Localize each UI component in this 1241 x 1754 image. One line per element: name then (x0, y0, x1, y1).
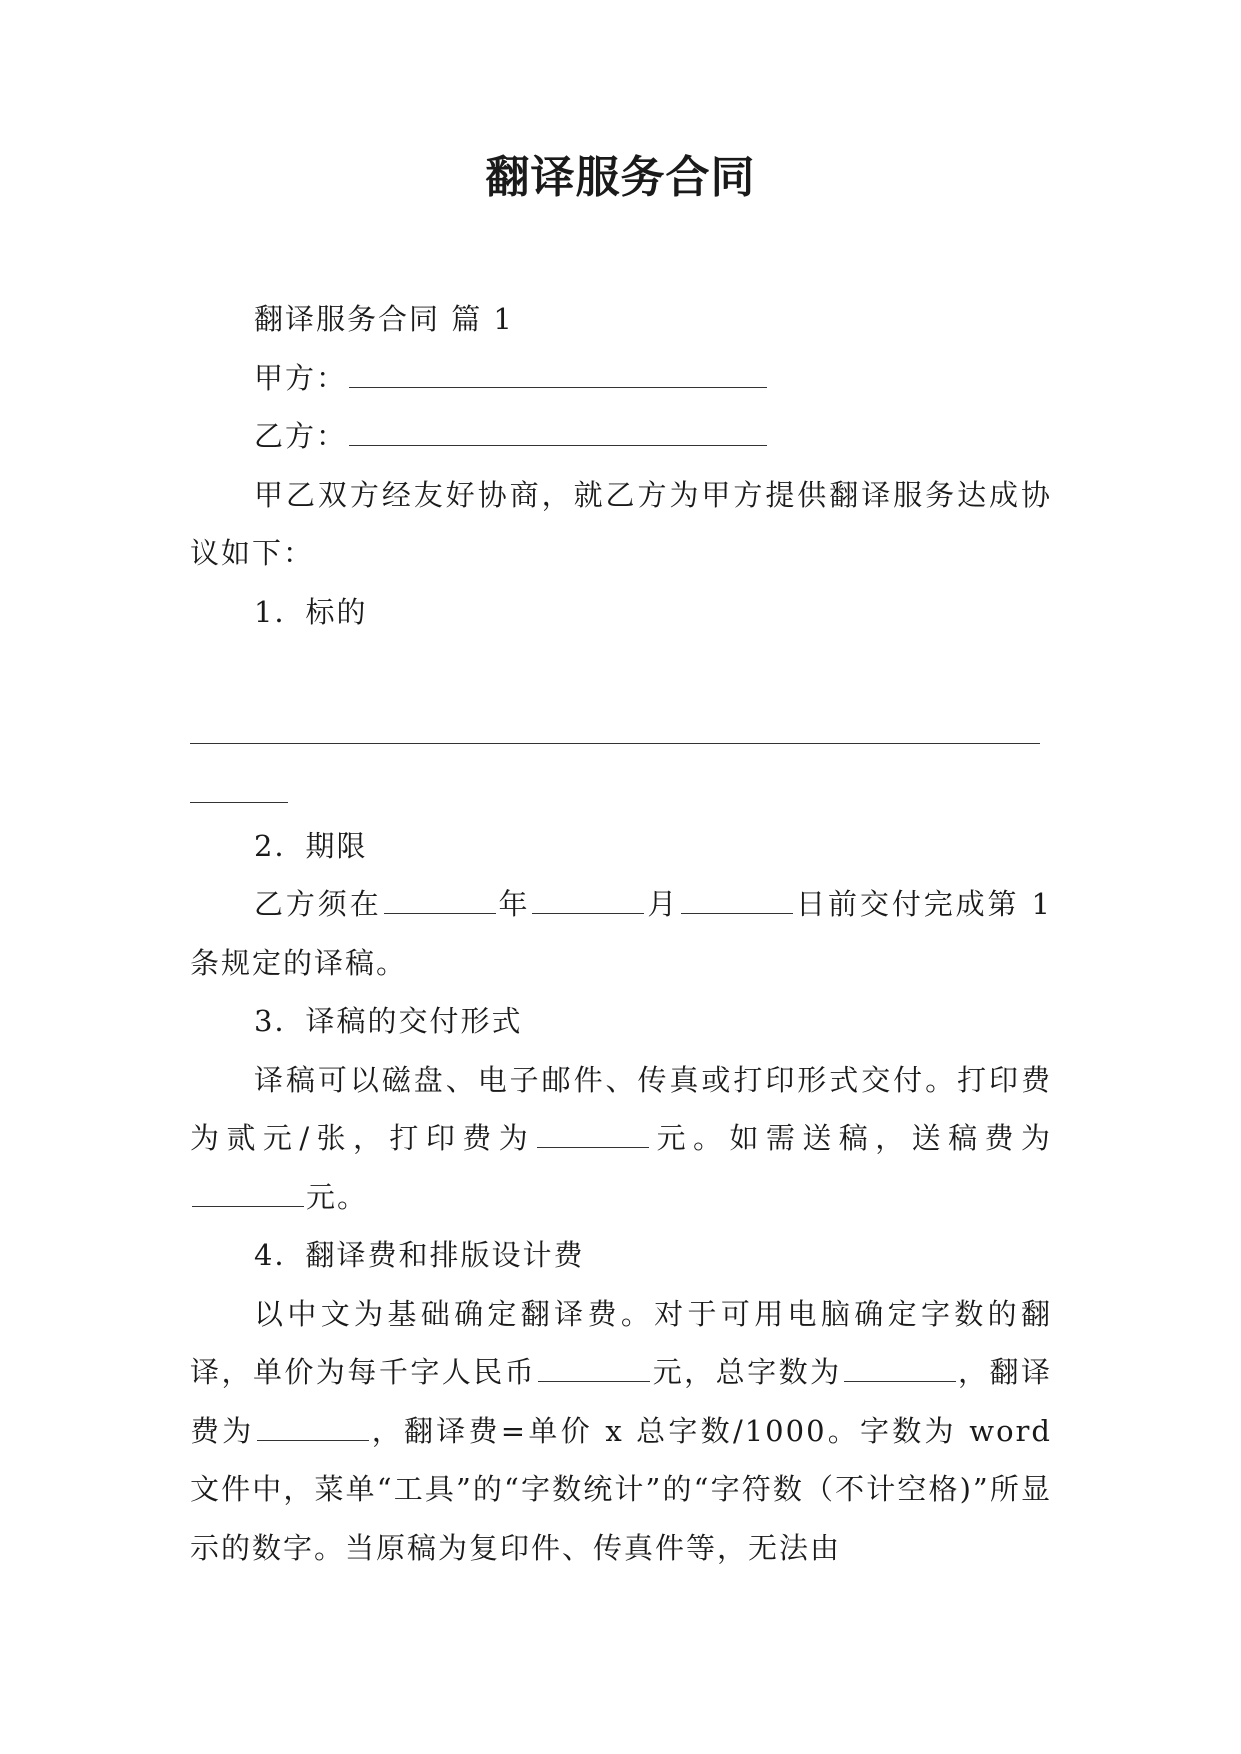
party-b-line: 乙方： (190, 407, 1052, 466)
print-fee-blank (537, 1121, 649, 1148)
intro-paragraph: 甲乙双方经友好协商，就乙方为甲方提供翻译服务达成协议如下： (190, 477, 1052, 570)
delivery-fee-blank (192, 1180, 304, 1207)
unit-price-blank (538, 1355, 650, 1382)
word-count-blank (844, 1355, 956, 1382)
document-body (190, 290, 1052, 1577)
translation-fee-blank (257, 1414, 369, 1441)
section-4-title: 4．翻译费和排版设计费 (254, 1238, 585, 1272)
party-b-blank (349, 419, 767, 446)
section-2-paragraph: 乙方须在 年 月 日前交付完成第 1 条规定的译稿。 (190, 887, 1052, 980)
party-a-line: 甲方： (190, 349, 1052, 408)
subject-blank-line-1 (190, 700, 1052, 759)
section-4-paragraph: 以中文为基础确定翻译费。对于可用电脑确定字数的翻译，单价为每千字人民币 元，总字数为 ，翻译费为 ，翻译费=单价 x 总字数/1000。字数为 word 文件中，菜单“工具”的“字数统计”的“字符数（不计空格)”所显示的数字。当原稿为复印件、传真件等，无法由 (190, 1296, 1052, 1565)
empty-line (190, 641, 1052, 700)
document-title: 翻译服务合同 (485, 152, 756, 203)
contract-heading: 翻译服务合同 篇 1 (254, 302, 514, 336)
day-blank (681, 887, 793, 914)
year-blank (384, 887, 496, 914)
section-3-paragraph: 译稿可以磁盘、电子邮件、传真或打印形式交付。打印费为贰元/张，打印费为 元。如需送稿，送稿费为元。 (190, 1062, 1052, 1214)
section-2-title: 2．期限 (254, 828, 368, 863)
section-1-title: 1．标的 (254, 594, 368, 629)
subject-blank-line-2 (190, 758, 1052, 817)
party-a-blank (349, 361, 767, 388)
month-blank (532, 887, 644, 914)
section-3-title: 3．译稿的交付形式 (254, 1004, 523, 1038)
